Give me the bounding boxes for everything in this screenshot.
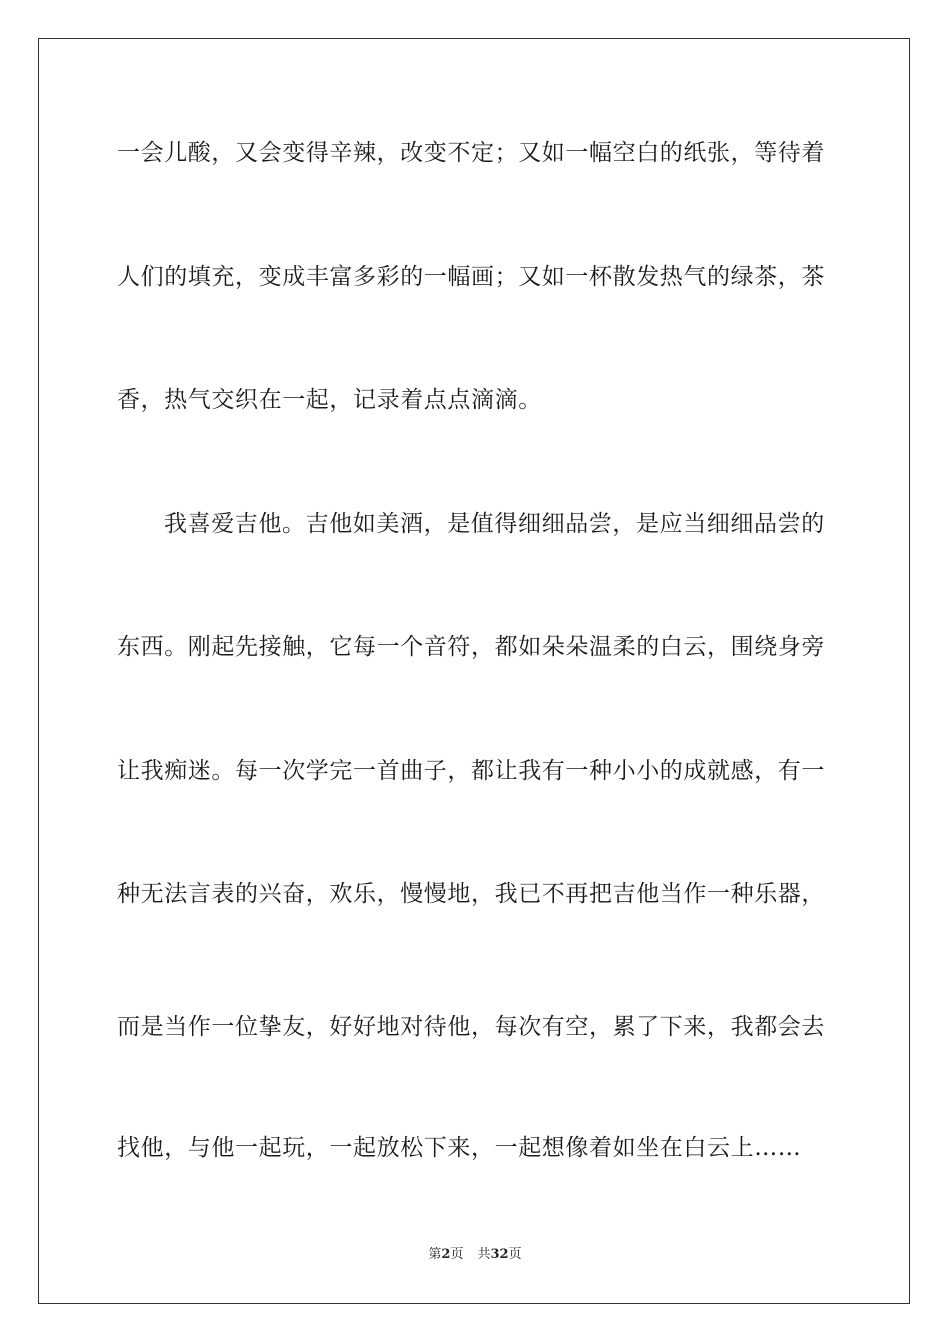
paragraph-first-line: 我喜爱吉他。吉他如美酒，是值得细细品尝，是应当细细品尝的 bbox=[164, 511, 825, 537]
body-text-line: 一会儿酸，又会变得辛辣，改变不定；又如一幅空白的纸张，等待着 bbox=[117, 140, 825, 166]
page-label-prefix: 第 bbox=[428, 1247, 442, 1262]
body-text-line: 香，热气交织在一起，记录着点点滴滴。 bbox=[117, 387, 542, 413]
page-border bbox=[38, 38, 910, 1304]
page-footer bbox=[0, 1246, 950, 1264]
body-text-line: 让我痴迷。每一次学完一首曲子，都让我有一种小小的成就感，有一 bbox=[117, 758, 825, 784]
current-page-number: 2 bbox=[441, 1247, 451, 1262]
body-text-line: 找他，与他一起玩，一起放松下来，一起想像着如坐在白云上…… bbox=[117, 1135, 802, 1161]
body-text-line: 东西。刚起先接触，它每一个音符，都如朵朵温柔的白云，围绕身旁 bbox=[117, 634, 825, 660]
total-label-prefix: 共 bbox=[477, 1247, 491, 1262]
body-text-line: 种无法言表的兴奋，欢乐，慢慢地，我已不再把吉他当作一种乐器， bbox=[117, 881, 825, 907]
page-label-suffix: 页 bbox=[450, 1247, 464, 1262]
total-page-count: 32 bbox=[490, 1247, 509, 1262]
body-text-line: 而是当作一位挚友，好好地对待他，每次有空，累了下来，我都会去 bbox=[117, 1014, 825, 1040]
body-text-line: 人们的填充，变成丰富多彩的一幅画；又如一杯散发热气的绿茶，茶 bbox=[117, 264, 825, 290]
total-label-suffix: 页 bbox=[508, 1247, 522, 1262]
